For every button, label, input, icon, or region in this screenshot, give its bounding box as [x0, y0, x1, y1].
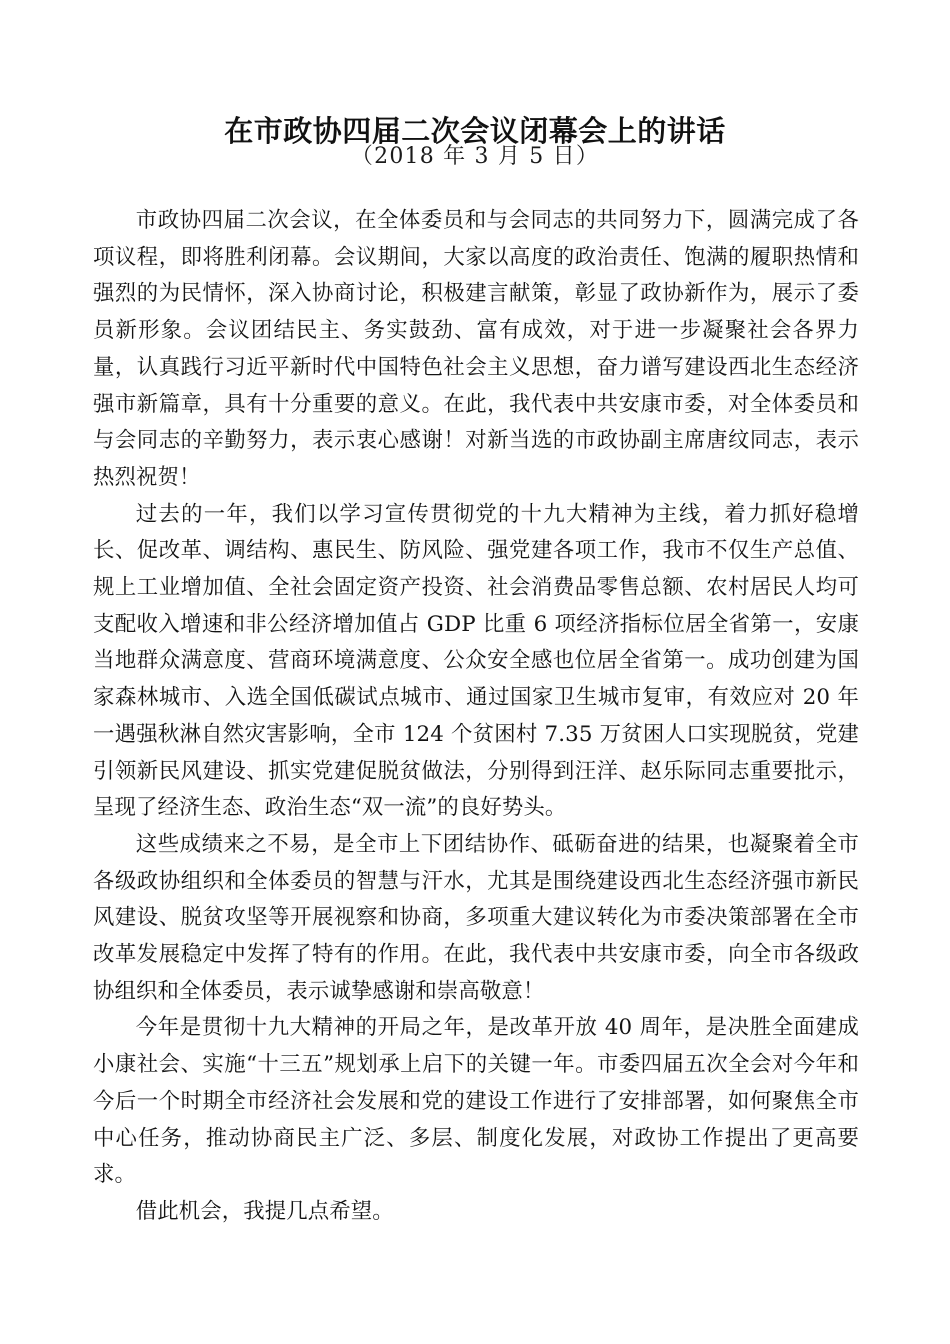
body-paragraph: 今年是贯彻十九大精神的开局之年，是改革开放 40 周年，是决胜全面建成小康社会、实施“十三五”规划承上启下的关键一年。市委四届五次全会对今年和今后一个时期全市经济社会发展和党的建设工作进行了安排部署，如何聚焦全市中心任务，推动协商民主广泛、多层、制度化发展，对政协工作提出了更高要求。 [93, 1015, 859, 1188]
document-body [93, 203, 859, 1231]
body-paragraph: 市政协四届二次会议，在全体委员和与会同志的共同努力下，圆满完成了各项议程，即将胜利闭幕。会议期间，大家以高度的政治责任、饱满的履职热情和强烈的为民情怀，深入协商讨论，积极建言献策，彰显了政协新作为，展示了委员新形象。会议团结民主、务实鼓劲、富有成效，对于进一步凝聚社会各界力量，认真践行习近平新时代中国特色社会主义思想，奋力谱写建设西北生态经济强市新篇章，具有十分重要的意义。在此，我代表中共安康市委，对全体委员和与会同志的辛勤努力，表示衷心感谢！对新当选的市政协副主席唐纹同志，表示热烈祝贺！ [93, 208, 859, 490]
document-date-line: （2018 年 3 月 5 日） [350, 144, 600, 169]
body-paragraph: 过去的一年，我们以学习宣传贯彻党的十九大精神为主线，着力抓好稳增长、促改革、调结构、惠民生、防风险、强党建各项工作，我市不仅生产总值、规上工业增加值、全社会固定资产投资、社会消费品零售总额、农村居民人均可支配收入增速和非公经济增加值占 GDP 比重 6 项经济指标位居全省第一，安康当地群众满意度、营商环境满意度、公众安全感也位居全省第一。成功创建为国家森林城市、入选全国低碳试点城市、通过国家卫生城市复审，有效应对 20 年一遇强秋淋自然灾害影响，全市 124 个贫困村 7.35 万贫困人口实现脱贫，党建引领新民风建设、抓实党建促脱贫做法，分别得到汪洋、赵乐际同志重要批示，呈现了经济生态、政治生态“双一流”的良好势头。 [93, 501, 859, 821]
body-paragraph: 这些成绩来之不易，是全市上下团结协作、砥砺奋进的结果，也凝聚着全市各级政协组织和全体委员的智慧与汗水，尤其是围绕建设西北生态经济强市新民风建设、脱贫攻坚等开展视察和协商，多项重大建议转化为市委决策部署在全市改革发展稳定中发挥了特有的作用。在此，我代表中共安康市委，向全市各级政协组织和全体委员，表示诚挚感谢和崇高敬意！ [93, 831, 859, 1004]
page-title: 在市政协四届二次会议闭幕会上的讲话 [224, 114, 726, 149]
body-paragraph: 借此机会，我提几点希望。 [135, 1198, 394, 1224]
